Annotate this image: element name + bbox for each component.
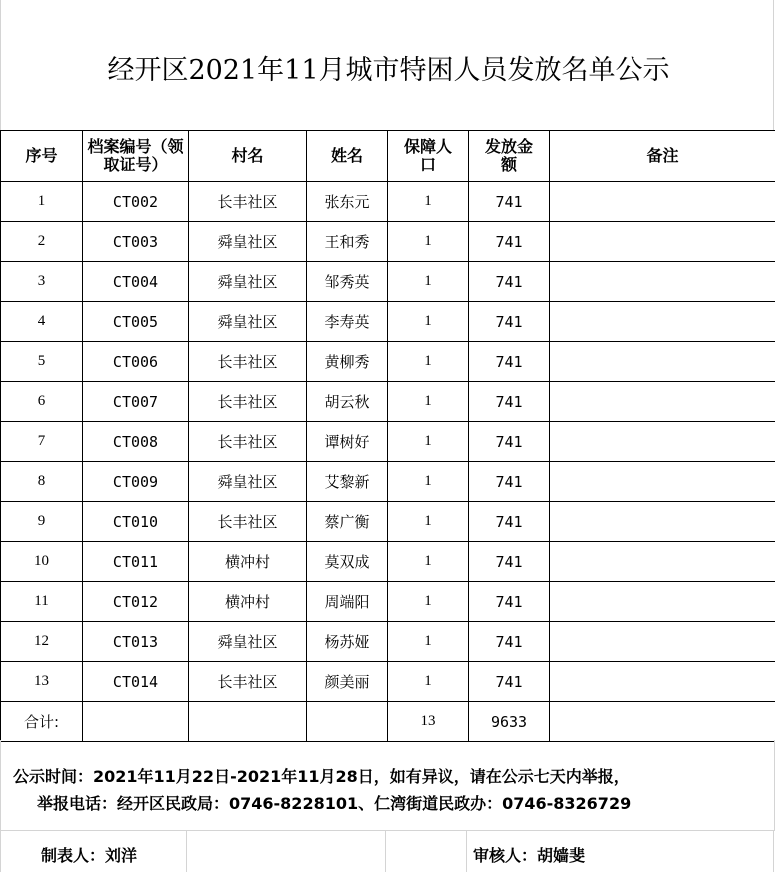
row-amount: 741 [469,342,550,382]
footer-cell [467,831,774,872]
header-village: 村名 [189,131,307,182]
row-name: 邹秀英 [307,262,388,302]
row-amount: 741 [469,542,550,582]
row-population: 1 [388,302,469,342]
row-file-no: CT013 [83,622,189,662]
row-name: 颜美丽 [307,662,388,702]
row-remark [550,262,775,302]
header-remark: 备注 [550,131,775,182]
table-row [1,542,775,582]
reviewer: 审核人：胡嫱斐 [473,843,585,866]
total-empty [83,702,189,742]
row-name: 蔡广衡 [307,502,388,542]
row-remark [550,622,775,662]
row-village: 横冲村 [189,542,307,582]
row-name: 谭树好 [307,422,388,462]
row-seq: 3 [1,262,83,302]
row-population: 1 [388,382,469,422]
table-row [1,302,775,342]
row-seq: 12 [1,622,83,662]
row-amount: 741 [469,422,550,462]
header-seq: 序号 [1,131,83,182]
row-village: 长丰社区 [189,502,307,542]
row-village: 长丰社区 [189,662,307,702]
row-amount: 741 [469,502,550,542]
page-title: 经开区2021年11月城市特困人员发放名单公示 [1,48,775,87]
total-remark [550,702,775,742]
roster-table [0,130,775,742]
row-name: 胡云秋 [307,382,388,422]
preparer: 制表人：刘洋 [41,843,137,866]
signature-footer [0,830,775,871]
row-remark [550,422,775,462]
row-remark [550,502,775,542]
row-file-no: CT004 [83,262,189,302]
row-remark [550,342,775,382]
row-village: 长丰社区 [189,182,307,222]
row-population: 1 [388,502,469,542]
notice-period: 公示时间：2021年11月22日-2021年11月28日，如有异议，请在公示七天内举报， [13,764,630,787]
table-row [1,382,775,422]
row-name: 王和秀 [307,222,388,262]
total-amount: 9633 [469,702,550,742]
row-amount: 741 [469,462,550,502]
row-village: 舜皇社区 [189,462,307,502]
total-population: 13 [388,702,469,742]
header-name: 姓名 [307,131,388,182]
row-seq: 10 [1,542,83,582]
table-row [1,622,775,662]
footer-cell [187,831,386,872]
header-file-no: 档案编号（领取证号） [83,131,189,182]
table-row [1,262,775,302]
footer-cell [0,831,187,872]
notice-hotline: 举报电话：经开区民政局：0746-8228101、仁湾街道民政办：0746-8326729 [37,791,631,814]
total-empty [189,702,307,742]
row-remark [550,222,775,262]
row-village: 舜皇社区 [189,302,307,342]
row-amount: 741 [469,262,550,302]
row-remark [550,462,775,502]
row-population: 1 [388,542,469,582]
row-file-no: CT012 [83,582,189,622]
row-amount: 741 [469,662,550,702]
table-row [1,462,775,502]
row-seq: 8 [1,462,83,502]
table-row [1,222,775,262]
row-population: 1 [388,462,469,502]
row-seq: 13 [1,662,83,702]
row-population: 1 [388,262,469,302]
row-file-no: CT007 [83,382,189,422]
total-label: 合计: [1,702,83,742]
row-population: 1 [388,342,469,382]
row-file-no: CT008 [83,422,189,462]
footer-cell [386,831,467,872]
row-amount: 741 [469,582,550,622]
row-file-no: CT005 [83,302,189,342]
row-village: 舜皇社区 [189,222,307,262]
table-row [1,422,775,462]
row-seq: 4 [1,302,83,342]
row-name: 李寿英 [307,302,388,342]
table-row [1,182,775,222]
row-population: 1 [388,182,469,222]
row-amount: 741 [469,622,550,662]
table-row [1,502,775,542]
row-amount: 741 [469,302,550,342]
row-seq: 7 [1,422,83,462]
row-file-no: CT006 [83,342,189,382]
row-population: 1 [388,422,469,462]
table-row [1,662,775,702]
header-population: 保障人口 [388,131,469,182]
row-seq: 9 [1,502,83,542]
row-seq: 5 [1,342,83,382]
row-population: 1 [388,222,469,262]
row-file-no: CT014 [83,662,189,702]
row-village: 长丰社区 [189,342,307,382]
row-name: 黄柳秀 [307,342,388,382]
row-remark [550,582,775,622]
table-row [1,342,775,382]
header-amount: 发放金额 [469,131,550,182]
row-name: 张东元 [307,182,388,222]
row-seq: 2 [1,222,83,262]
row-file-no: CT011 [83,542,189,582]
row-amount: 741 [469,182,550,222]
row-remark [550,542,775,582]
row-file-no: CT003 [83,222,189,262]
row-village: 舜皇社区 [189,262,307,302]
row-remark [550,662,775,702]
row-name: 艾黎新 [307,462,388,502]
row-seq: 1 [1,182,83,222]
row-file-no: CT009 [83,462,189,502]
row-seq: 6 [1,382,83,422]
table-header-row [1,131,775,182]
total-empty [307,702,388,742]
notice-section [0,740,775,830]
title-area [0,0,774,130]
table-row [1,582,775,622]
row-population: 1 [388,662,469,702]
row-village: 舜皇社区 [189,622,307,662]
row-amount: 741 [469,382,550,422]
row-file-no: CT002 [83,182,189,222]
row-name: 杨苏娅 [307,622,388,662]
row-remark [550,302,775,342]
row-population: 1 [388,622,469,662]
row-population: 1 [388,582,469,622]
row-village: 长丰社区 [189,382,307,422]
row-file-no: CT010 [83,502,189,542]
row-village: 长丰社区 [189,422,307,462]
row-name: 周端阳 [307,582,388,622]
row-name: 莫双成 [307,542,388,582]
row-remark [550,382,775,422]
row-remark [550,182,775,222]
total-row [1,702,775,742]
row-village: 横冲村 [189,582,307,622]
row-amount: 741 [469,222,550,262]
row-seq: 11 [1,582,83,622]
